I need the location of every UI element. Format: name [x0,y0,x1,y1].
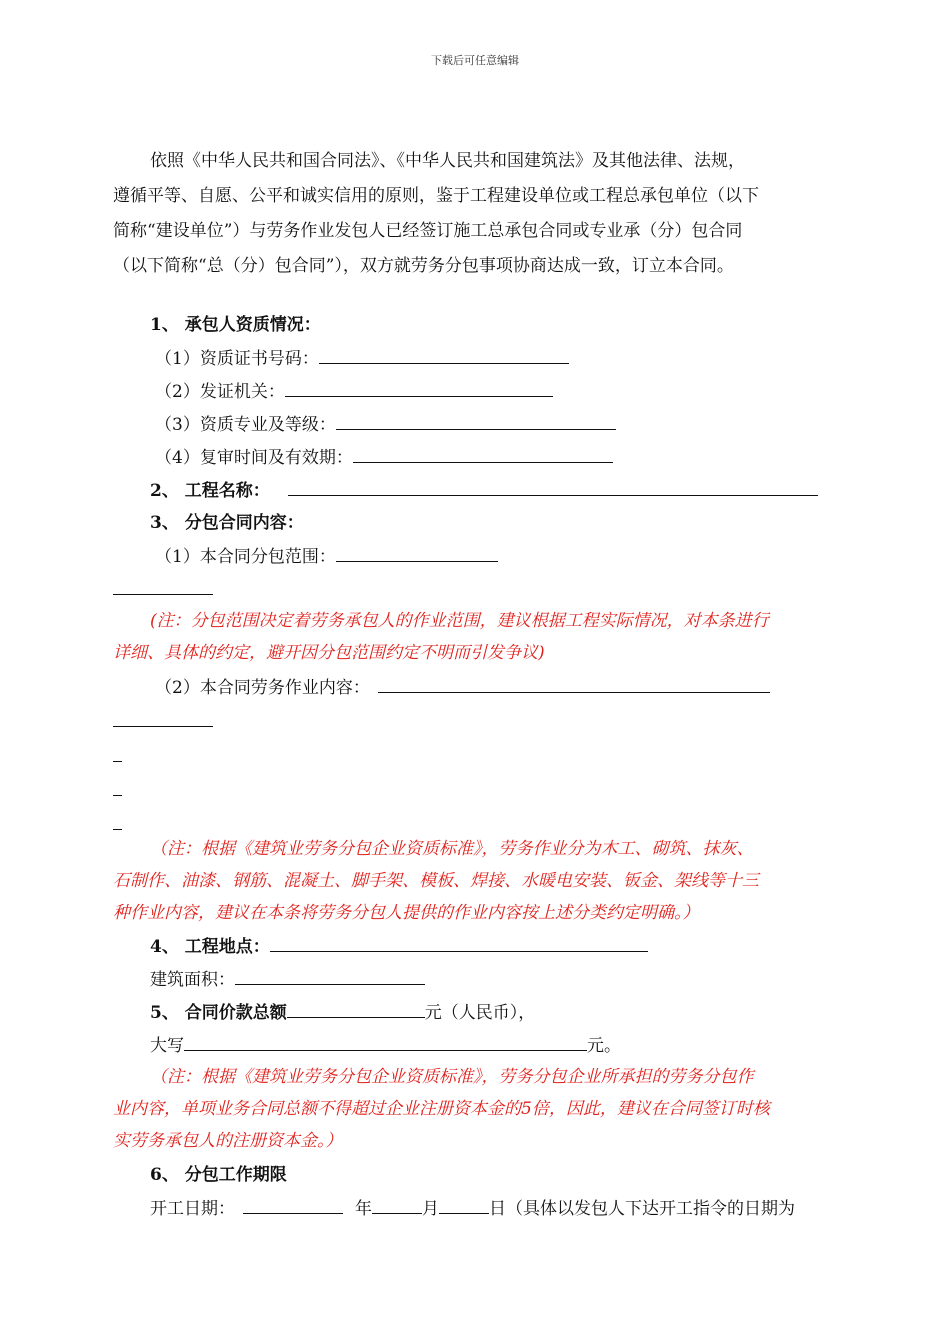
section-5-title: 5、 合同价款总额 [150,1003,287,1023]
price-capital-field[interactable] [184,1034,587,1051]
capital-label: 大写 [150,1036,184,1056]
section-3-title: 3、 分包合同内容： [150,513,304,533]
work-content-field[interactable] [378,676,770,693]
cert-number-label: （1）资质证书号码： [155,349,319,369]
intro-line-2: 遵循平等、自愿、公平和诚实信用的原则，鉴于工程建设单位或工程总承包单位（以下 [113,186,759,206]
project-name-field[interactable] [288,479,818,496]
cert-number-row [155,347,569,370]
scope-label: （1）本合同分包范围： [155,547,336,567]
issuing-authority-label: （2）发证机关： [155,382,285,402]
price-note-line-1: （注：根据《建筑业劳务分包企业资质标准》，劳务分包企业所承担的劳务分包作 [150,1067,754,1087]
contract-price-row [150,1001,535,1024]
month-label: 月 [422,1199,439,1219]
start-year-field[interactable] [243,1197,343,1214]
scope-field[interactable] [336,545,498,562]
price-note-line-2: 业内容，单项业务合同总额不得超过企业注册资本金的5倍，因此，建议在合同签订时核 [113,1099,770,1119]
scope-row [155,545,498,568]
work-content-continuation-1 [113,710,213,733]
review-validity-field[interactable] [353,446,613,463]
work-content-label: （2）本合同劳务作业内容： [155,678,370,698]
intro-line-4: （以下简称“总（分）包合同”），双方就劳务分包事项协商达成一致，订立本合同。 [113,256,734,276]
start-day-field[interactable] [439,1197,489,1214]
issuing-authority-row [155,380,553,403]
issuing-authority-field[interactable] [285,380,553,397]
start-date-row [150,1197,795,1220]
start-month-field[interactable] [372,1197,422,1214]
cert-number-field[interactable] [319,347,569,364]
page-header: 下载后可任意编辑 [431,54,519,67]
floor-area-field[interactable] [235,968,425,985]
work-content-continuation-2 [113,745,122,768]
price-unit: 元（人民币）， [424,1003,536,1023]
qualification-grade-row [155,413,616,436]
location-row [150,935,648,958]
scope-field-continuation[interactable] [113,578,213,595]
year-label: 年 [355,1199,372,1219]
capital-unit: 元。 [587,1036,621,1056]
work-content-field-4[interactable] [113,779,122,796]
work-content-row [155,676,770,699]
work-note-line-2: 石制作、油漆、钢筋、混凝土、脚手架、模板、焊接、水暖电安装、钣金、架线等十三 [113,871,759,891]
contract-price-field[interactable] [287,1001,425,1018]
day-label: 日（具体以发包人下达开工指令的日期为 [489,1199,795,1219]
work-content-continuation-3 [113,779,122,802]
work-note-line-1: （注：根据《建筑业劳务分包企业资质标准》，劳务作业分为木工、砌筑、抹灰、 [150,839,754,859]
qualification-grade-field[interactable] [336,413,616,430]
qualification-grade-label: （3）资质专业及等级： [155,415,336,435]
intro-line-1: 依照《中华人民共和国合同法》、《中华人民共和国建筑法》及其他法律、法规， [150,151,745,171]
review-validity-row [155,446,613,469]
work-content-field-5[interactable] [113,813,122,830]
price-note-line-3: 实劳务承包人的注册资本金。） [113,1131,343,1151]
intro-line-3: 简称“建设单位”）与劳务作业发包人已经签订施工总承包合同或专业承（分）包合同 [113,221,743,241]
section-2-title: 2、 工程名称： [150,481,270,501]
scope-note-line-1: (注：分包范围决定着劳务承包人的作业范围，建议根据工程实际情况，对本条进行 [150,611,769,631]
scope-continuation [113,578,213,601]
work-content-continuation-4 [113,813,122,836]
project-name-row [150,479,818,502]
review-validity-label: （4）复审时间及有效期： [155,448,353,468]
work-content-field-3[interactable] [113,745,122,762]
start-date-label: 开工日期： [150,1199,235,1219]
floor-area-row [150,968,425,991]
section-4-title: 4、 工程地点： [150,937,270,957]
work-note-line-3: 种作业内容，建议在本条将劳务分包人提供的作业内容按上述分类约定明确。） [113,903,700,923]
floor-area-label: 建筑面积： [150,970,235,990]
section-6-title: 6、 分包工作期限 [150,1165,287,1185]
location-field[interactable] [270,935,648,952]
work-content-field-2[interactable] [113,710,213,727]
section-1-title: 1、 承包人资质情况： [150,315,321,335]
price-capital-row [150,1034,621,1057]
scope-note-line-2: 详细、具体的约定，避开因分包范围约定不明而引发争议) [113,643,545,663]
